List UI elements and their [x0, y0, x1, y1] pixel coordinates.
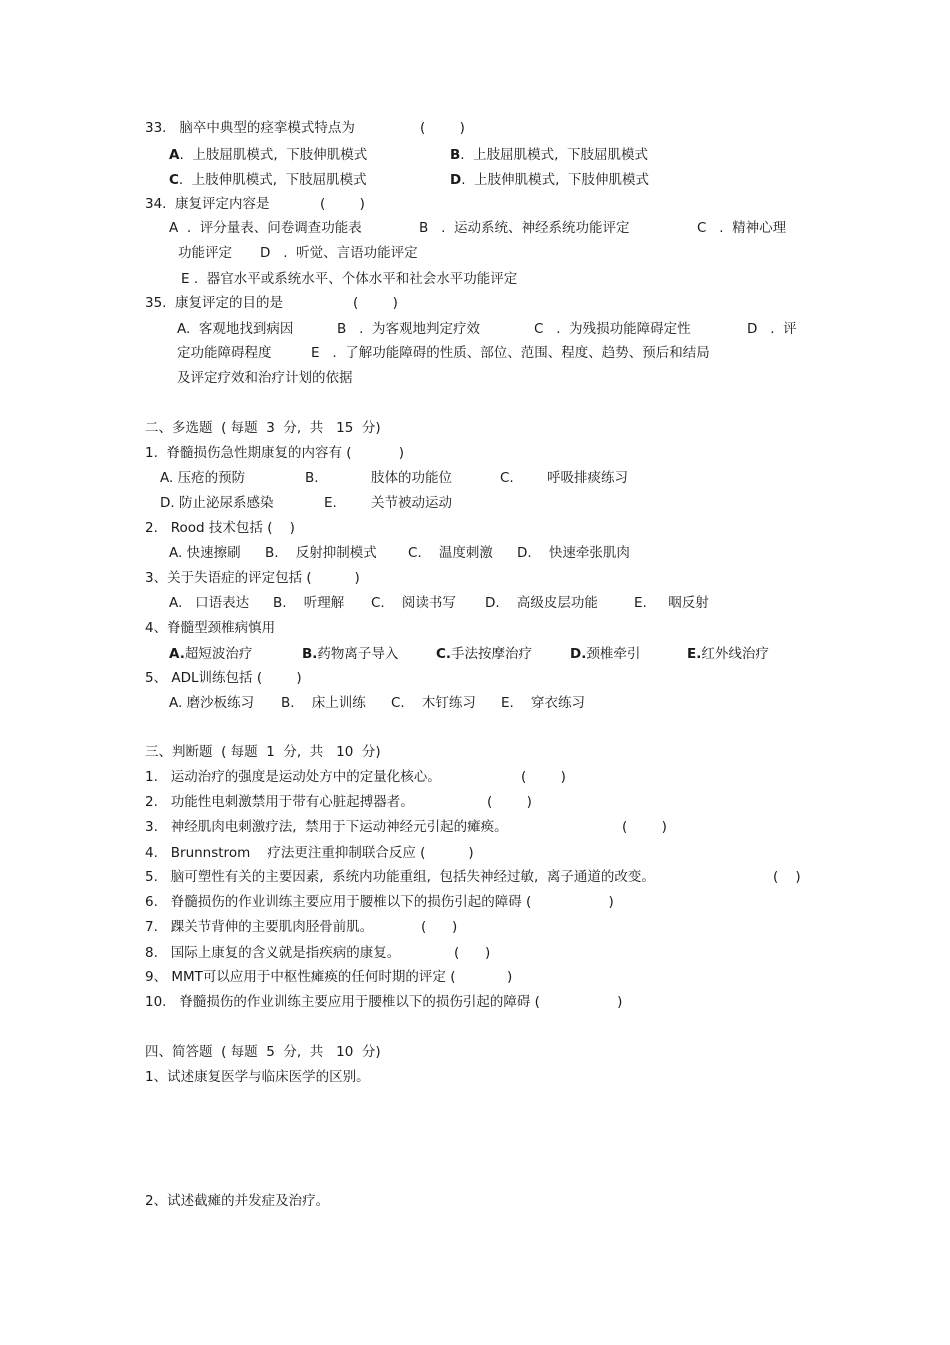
tf10-text: 10. 脊髓损伤的作业训练主要应用于腰椎以下的损伤引起的障碍 ( )	[145, 994, 623, 1010]
mc4-e-key: E.	[687, 646, 702, 662]
mc2-option-c: C. 温度刺激	[408, 545, 493, 561]
mc3-option-c: C. 阅读书写	[371, 595, 456, 611]
tf8-text: 8. 国际上康复的含义就是指疾病的康复。	[145, 945, 401, 961]
section4-heading: 四、简答题 ( 每题 5 分, 共 10 分)	[145, 1044, 381, 1060]
mc4-option-d	[570, 645, 640, 663]
tf4-text: 4. Brunnstrom 疗法更注重抑制联合反应 ( )	[145, 845, 474, 861]
mc4-stem: 4、脊髓型颈椎病慎用	[145, 620, 276, 636]
q34-option-c-cont: 功能评定	[178, 245, 232, 261]
tf6-text: 6. 脊髓损伤的作业训练主要应用于腰椎以下的损伤引起的障碍 ( )	[145, 894, 614, 910]
tf7-paren: ( )	[421, 919, 458, 935]
q35-option-e: E . 了解功能障碍的性质、部位、范围、程度、趋势、预后和结局	[311, 345, 710, 361]
q33-d-key: D	[450, 172, 462, 188]
mc3-option-b: B. 听理解	[273, 595, 345, 611]
tf9-text: 9、 MMT可以应用于中枢性瘫痪的任何时期的评定 ( )	[145, 969, 513, 985]
q33-a-text: . 上肢屈肌模式, 下肢伸肌模式	[179, 147, 368, 163]
mc5-stem: 5、 ADL训练包括 ( )	[145, 670, 302, 686]
tf8-paren: ( )	[454, 945, 491, 961]
mc4-d-text: 颈椎牵引	[586, 646, 641, 662]
q35-stem: 35. 康复评定的目的是	[145, 295, 284, 311]
q34-stem: 34. 康复评定内容是	[145, 196, 270, 212]
mc1-option-c-text: 呼吸排痰练习	[547, 470, 628, 486]
q33-option-a	[169, 146, 367, 164]
q34-option-a: A . 评分量表、问卷调查功能表	[169, 220, 362, 236]
mc4-c-key: C.	[436, 646, 452, 662]
mc4-option-e	[687, 645, 769, 663]
mc3-option-d: D. 高级皮层功能	[485, 595, 598, 611]
mc1-option-d: D. 防止泌尿系感染	[160, 495, 274, 511]
tf7-text: 7. 踝关节背伸的主要肌肉胫骨前肌。	[145, 919, 374, 935]
mc2-option-a: A. 快速擦刷	[169, 545, 241, 561]
q33-b-key: B	[450, 147, 461, 163]
q33-c-key: C	[169, 172, 179, 188]
tf3-text: 3. 神经肌肉电刺激疗法, 禁用于下运动神经元引起的瘫痪。	[145, 819, 508, 835]
mc4-option-b	[302, 645, 398, 663]
tf3-paren: ( )	[622, 819, 667, 835]
mc1-stem: 1. 脊髓损伤急性期康复的内容有 ( )	[145, 445, 404, 461]
section3-heading: 三、判断题 ( 每题 1 分, 共 10 分)	[145, 744, 381, 760]
mc4-e-text: 红外线治疗	[701, 646, 769, 662]
q33-stem: 33. 脑卒中典型的痉挛模式特点为	[145, 120, 355, 136]
mc1-option-b-text: 肢体的功能位	[371, 470, 452, 486]
q33-b-text: . 上肢屈肌模式, 下肢屈肌模式	[460, 147, 649, 163]
q33-d-text: . 上肢伸肌模式, 下肢伸肌模式	[461, 172, 649, 188]
mc4-b-key: B.	[302, 646, 318, 662]
q33-paren: ( )	[420, 120, 465, 136]
q35-option-b: B . 为客观地判定疗效	[337, 321, 481, 337]
q35-option-d: D . 评	[747, 321, 797, 337]
mc1-option-e-key: E.	[324, 495, 337, 511]
short-answer-1: 1、试述康复医学与临床医学的区别。	[145, 1069, 370, 1085]
section2-heading: 二、多选题 ( 每题 3 分, 共 15 分)	[145, 420, 381, 436]
q33-option-b	[450, 146, 648, 164]
tf2-text: 2. 功能性电刺激禁用于带有心脏起搏器者。	[145, 794, 414, 810]
q34-option-e: E . 器官水平或系统水平、个体水平和社会水平功能评定	[181, 271, 518, 287]
tf5-paren: ( )	[773, 869, 801, 885]
mc4-a-text: 超短波治疗	[184, 646, 253, 662]
mc1-option-b-key: B.	[305, 470, 319, 486]
mc5-option-b: B. 床上训练	[281, 695, 366, 711]
q35-option-c: C . 为残损功能障碍定性	[534, 321, 691, 337]
mc3-option-e: E. 咽反射	[634, 595, 709, 611]
mc5-option-c: C. 木钉练习	[391, 695, 476, 711]
mc2-option-b: B. 反射抑制模式	[265, 545, 377, 561]
mc1-option-c-key: C.	[500, 470, 514, 486]
q34-option-d: D . 听觉、言语功能评定	[260, 245, 418, 261]
q33-a-key: A	[169, 147, 180, 163]
tf1-text: 1. 运动治疗的强度是运动处方中的定量化核心。	[145, 769, 441, 785]
tf1-paren: ( )	[521, 769, 566, 785]
mc4-c-text: 手法按摩治疗	[451, 646, 533, 662]
mc5-option-d: E. 穿衣练习	[501, 695, 585, 711]
mc2-option-d: D. 快速牵张肌肉	[517, 545, 630, 561]
mc4-option-a	[169, 645, 252, 663]
tf5-text: 5. 脑可塑性有关的主要因素, 系统内功能重组, 包括失神经过敏, 离子通道的改变。	[145, 869, 655, 885]
mc5-option-a: A. 磨沙板练习	[169, 695, 255, 711]
q33-c-text: . 上肢伸肌模式, 下肢屈肌模式	[178, 172, 367, 188]
mc2-stem: 2. Rood 技术包括 ( )	[145, 520, 295, 536]
mc4-a-key: A.	[169, 646, 185, 662]
mc3-option-a: A. 口语表达	[169, 595, 250, 611]
mc3-stem: 3、关于失语症的评定包括 ( )	[145, 570, 360, 586]
q35-option-e-cont: 及评定疗效和治疗计划的依据	[177, 370, 353, 386]
mc4-option-c	[436, 645, 532, 663]
q35-paren: ( )	[353, 295, 398, 311]
mc4-b-text: 药物离子导入	[317, 646, 399, 662]
q35-option-d-cont: 定功能障碍程度	[177, 345, 272, 361]
q34-option-b: B . 运动系统、神经系统功能评定	[419, 220, 630, 236]
q33-option-c	[169, 171, 367, 189]
mc1-option-e-text: 关节被动运动	[371, 495, 452, 511]
tf2-paren: ( )	[487, 794, 532, 810]
q34-paren: ( )	[320, 196, 365, 212]
mc4-d-key: D.	[570, 646, 587, 662]
q35-option-a: A. 客观地找到病因	[177, 321, 294, 337]
mc1-option-a: A. 压疮的预防	[160, 470, 246, 486]
short-answer-2: 2、试述截瘫的并发症及治疗。	[145, 1193, 330, 1209]
q33-option-d	[450, 171, 649, 189]
q34-option-c: C . 精神心理	[697, 220, 787, 236]
